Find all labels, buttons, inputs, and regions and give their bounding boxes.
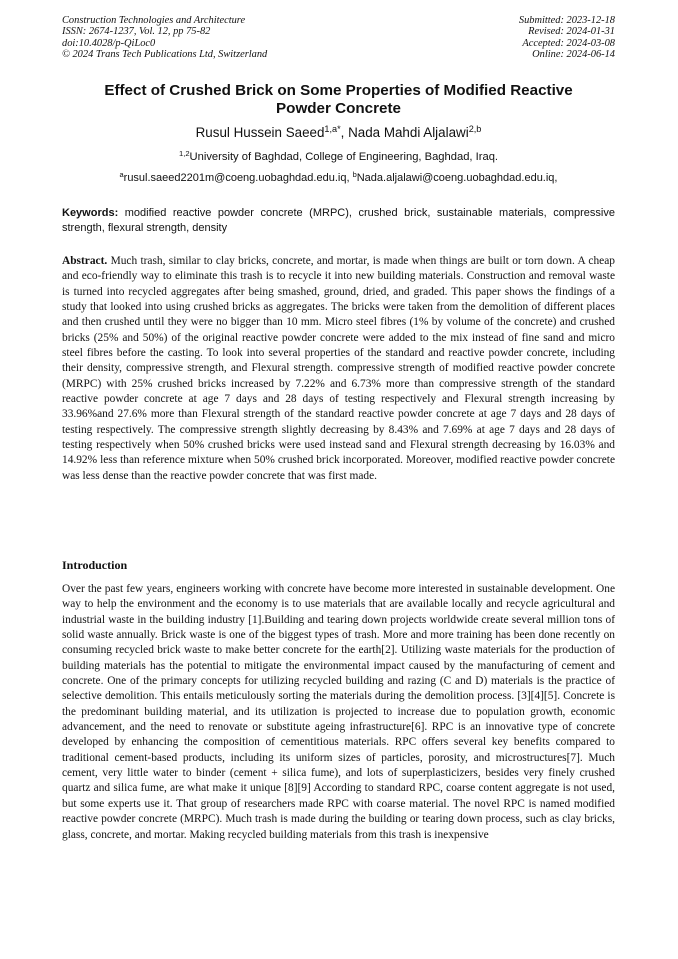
paper-title: [62, 82, 615, 118]
author-2-affil-mark: 2,b: [468, 124, 482, 134]
journal-copyright: © 2024 Trans Tech Publications Ltd, Switzerland: [62, 49, 268, 61]
email-a: rusul.saeed2201m@coeng.uobaghdad.edu.iq,: [123, 172, 353, 184]
affiliation: [62, 150, 615, 164]
introduction-heading: Introduction: [62, 558, 128, 572]
keywords-label: Keywords:: [62, 207, 119, 219]
email-a-mark: a: [119, 169, 124, 179]
submission-dates: [519, 15, 615, 61]
introduction-text: Over the past few years, engineers working with concrete have become more interested in sustainable development. One way to help the environment and the economy is to use materials that are available locally and recycle agricultural and industrial waste in the building industry [1].Building and tearing down projects worldwide create several million tons of solid waste annually. Brick waste is one of the biggest types of trash. More and more training has been done recently on consuming recycled brick waste to make better concrete for the earth[2]. Utilizing waste materials for the production of building materials has the potential to mitigate the environmental impact caused by the manufacturing of cement and concrete. One of the primary concepts for utilizing recycled building and razing (C and D) materials is the practice of selective demolition. This entails meticulously sorting the materials during the demolition process. [3][4][5]. Concrete is the predominant building material, and its utilization is projected to increase due to population growth, economic advancement, and the need to renovate or substitute ageing infrastructure[6]. RPC is an innovative type of concrete developed by enhancing the composition of cementitious materials. RPC offers several key benefits compared to traditional cement-based products, including its uniform sizes of particles, porosity, and microstructures[7]. Much cement, very little water to binder (cement + silica fume), and lots of superplasticizers, besides very finely crushed quartz and silica fume, are what make it unique [8][9] According to standard RPC, coarse content aggregate is not used, but some experts use it. That group of researchers made RPC with coarse material. The novel RPC is named modified reactive powder concrete (MRPC). Much trash is made during the building or tearing down process, such as clay bricks, glass, concrete, and mortar. Making recycled building materials from this trash is inexpensive: [62, 583, 615, 841]
author-1-name: Rusul Hussein Saeed: [195, 125, 325, 140]
keywords: [62, 206, 615, 235]
affiliation-mark: 1,2: [178, 148, 190, 158]
abstract-text: Much trash, similar to clay bricks, concrete, and mortar, is made when things are built or torn down. A cheap and eco-friendly way to eliminate this trash is to recycle it into new building materials. Construction and removal waste is turned into recycled aggregates after being smashed, ground, dried, and graded. This paper shows the findings of a study that looked into using crushed bricks as aggregates. The bricks were taken from the demolition of different places and then crushed until they were no bigger than 10 mm. Micro steel fibres (1% by volume of the concrete) and crushed bricks (25% and 50%) of the original reactive powder concrete were added to the mix instead of fine sand and micro steel fibres before the casting. To look into several properties of the standard and reactive powder concrete, including their density, compressive strength, and Flexural strength. compressive strength of modified reactive powder concrete (MRPC) with 25% crushed bricks increased by 7.22% and 6.73% more than compressive strength of the standard reactive powder concrete at age 7 days and 28 days of testing respectively and Flexural strength increasing by 33.96%and 27.6% more than Flexural strength of the standard reactive powder concrete at age 7 days and 28 days of testing respectively. The compressive strength slightly decreasing by 8.43% and 7.69% at age 7 days and 28 days of testing respectively when 50% crushed bricks were used instead sand and Flexural strength decreasing by 16.03% and 14.92% less than reference mixture when 50% crushed brick incorporated. Moreover, modified reactive powder concrete was less dense than the reactive powder concrete that was first made.: [62, 255, 615, 482]
keywords-text: modified reactive powder concrete (MRPC), crushed brick, sustainable materials, compressive strength, flexural strength, density: [62, 207, 615, 234]
email-b-mark: b: [352, 169, 357, 179]
author-emails: [62, 171, 615, 185]
date-accepted: Accepted: 2024-03-08: [522, 37, 615, 49]
paper-title-line-2: Powder Concrete: [276, 100, 401, 117]
date-submitted: Submitted: 2023-12-18: [518, 15, 615, 26]
authors: [62, 124, 615, 141]
author-1-affil-mark: 1,a*: [324, 124, 341, 134]
paper-title-line-1: Effect of Crushed Brick on Some Properties of Modified Reactive: [104, 82, 573, 99]
journal-info: [62, 15, 267, 61]
journal-doi: doi:10.4028/p-QiLoc0: [62, 37, 156, 49]
affiliation-text: University of Baghdad, College of Engineering, Baghdad, Iraq.: [189, 151, 499, 163]
abstract-label: Abstract.: [62, 255, 108, 267]
author-2-name: Nada Mahdi Aljalawi: [348, 125, 469, 140]
date-online: Online: 2024-06-14: [532, 49, 615, 61]
email-b: Nada.aljalawi@coeng.uobaghdad.edu.iq,: [356, 172, 558, 184]
journal-issn: ISSN: 2674-1237, Vol. 12, pp 75-82: [62, 26, 211, 38]
journal-name: Construction Technologies and Architecture: [62, 15, 246, 26]
abstract: [62, 254, 615, 484]
date-revised: Revised: 2024-01-31: [528, 26, 615, 38]
author-separator: ,: [340, 125, 349, 140]
